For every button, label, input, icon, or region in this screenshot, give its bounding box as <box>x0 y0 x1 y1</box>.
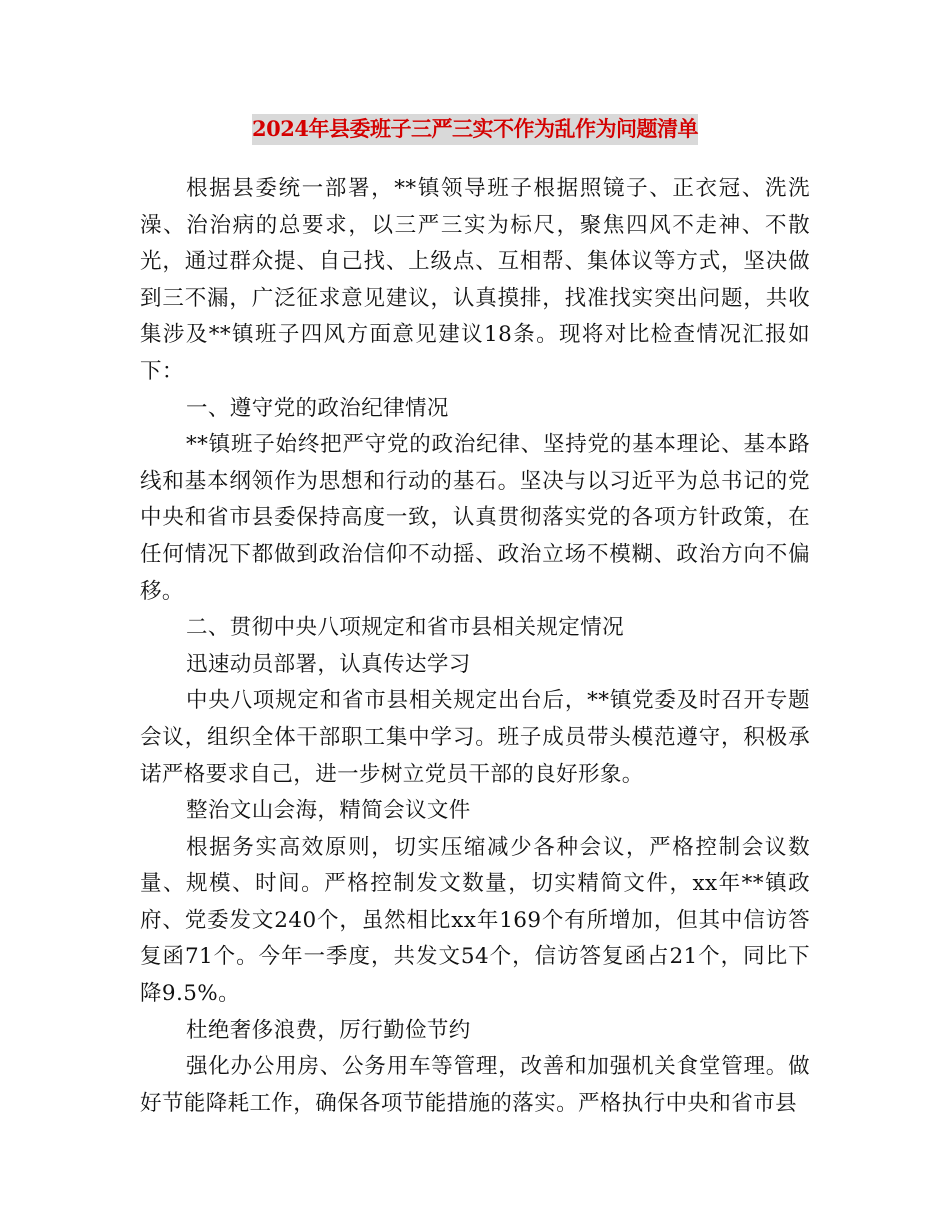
document-body <box>140 171 810 1122</box>
title-container <box>0 114 950 145</box>
paragraph-intro: 根据县委统一部署，**镇领导班子根据照镜子、正衣冠、洗洗澡、治治病的总要求，以三严三实为标尺，聚焦四风不走神、不散光，通过群众提、自己找、上级点、互相帮、集体议等方式，坚决做到三不漏，广泛征求意见建议，认真摸排，找准找实突出问题，共收集涉及**镇班子四风方面意见建议18条。现将对比检查情况汇报如下： <box>140 176 810 384</box>
subheading-mobilization: 迅速动员部署，认真传达学习 <box>186 651 471 677</box>
heading-section-2: 二、贯彻中央八项规定和省市县相关规定情况 <box>186 615 625 641</box>
subheading-frugality: 杜绝奢侈浪费，厉行勤俭节约 <box>186 1017 471 1043</box>
subheading-meetings: 整治文山会海，精简会议文件 <box>186 798 471 824</box>
paragraph-frugality: 强化办公用房、公务用车等管理，改善和加强机关食堂管理。做好节能降耗工作，确保各项节能措施的落实。严格执行中央和省市县 <box>140 1054 810 1116</box>
document-title: 2024年县委班子三严三实不作为乱作为问题清单 <box>252 114 698 145</box>
paragraph-section-1: **镇班子始终把严守党的政治纪律、坚持党的基本理论、基本路线和基本纲领作为思想和行动的基石。坚决与以习近平为总书记的党中央和省市县委保持高度一致，认真贯彻落实党的各项方针政策，在任何情况下都做到政治信仰不动摇、政治立场不模糊、政治方向不偏移。 <box>140 432 810 604</box>
paragraph-mobilization: 中央八项规定和省市县相关规定出台后，**镇党委及时召开专题会议，组织全体干部职工集中学习。班子成员带头模范遵守，积极承诺严格要求自己，进一步树立党员干部的良好形象。 <box>140 688 810 787</box>
paragraph-meetings: 根据务实高效原则，切实压缩减少各种会议，严格控制会议数量、规模、时间。严格控制发文数量，切实精简文件，xx年**镇政府、党委发文240个，虽然相比xx年169个有所增加，但其中信访答复函71个。今年一季度，共发文54个，信访答复函占21个，同比下降9.5%。 <box>140 834 810 1007</box>
heading-section-1: 一、遵守党的政治纪律情况 <box>186 395 449 421</box>
